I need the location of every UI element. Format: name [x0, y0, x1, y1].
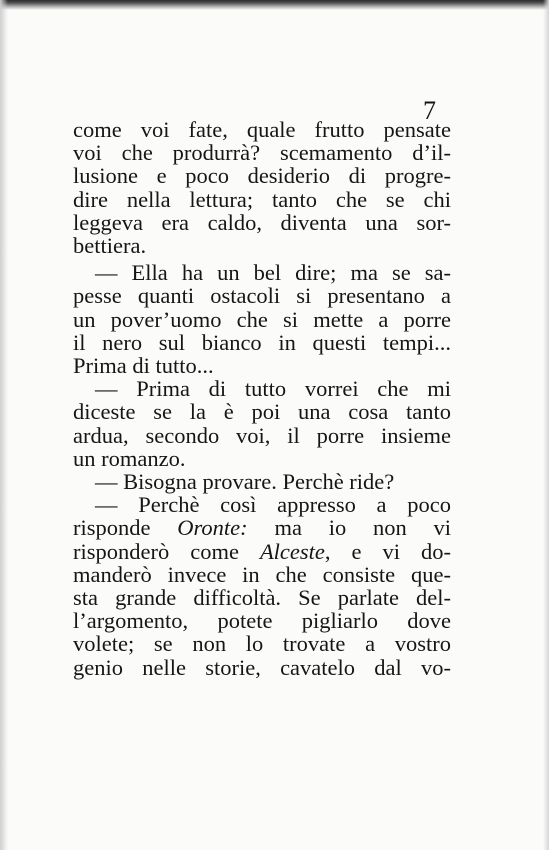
text-line: volete; se non lo trovate a vostro — [73, 631, 451, 657]
text-line: ardua, secondo voi, il porre insieme — [73, 422, 451, 448]
text-fragment: risponderò come — [73, 538, 260, 564]
text-line: Prima di tutto... — [73, 353, 214, 379]
page-left-shadow — [0, 0, 8, 850]
text-fragment: ma io non vi — [247, 515, 451, 541]
page-top-shadow — [0, 0, 549, 10]
text-fragment: risponde — [73, 515, 178, 541]
italic-name: Alceste — [259, 538, 325, 564]
text-line: un pover’uomo che si mette a porre — [73, 306, 451, 332]
text-line: dire nella lettura; tanto che se chi — [73, 186, 451, 212]
text-line: l’argomento, potete pigliarlo dove — [73, 608, 451, 634]
text-line: lusione e poco desiderio di progre- — [73, 163, 451, 189]
page-right-shadow — [543, 0, 549, 850]
text-line: un romanzo. — [73, 445, 186, 471]
text-line — [73, 516, 451, 539]
text-line: manderò invece in che consiste que- — [73, 561, 451, 587]
text-line: come voi fate, quale frutto pensate — [73, 117, 451, 142]
text-line — [73, 540, 451, 563]
text-line: — Ella ha un bel dire; ma se sa- — [95, 260, 451, 286]
page-number: 7 — [423, 96, 436, 125]
text-line: genio nelle storie, cavatelo dal vo- — [73, 654, 451, 680]
body-text — [73, 118, 451, 679]
text-line: il nero sul bianco in questi tempi... — [73, 329, 451, 355]
text-line: pesse quanti ostacoli si presentano a — [73, 283, 451, 309]
text-line: — Perchè così appresso a poco — [95, 492, 451, 518]
text-line: bettiera. — [73, 233, 147, 259]
text-line: diceste se la è poi una cosa tanto — [73, 399, 451, 425]
text-line: sta grande difficoltà. Se parlate del- — [73, 585, 451, 611]
text-fragment: , e vi do- — [324, 538, 451, 564]
text-line: leggeva era caldo, diventa una sor- — [73, 209, 451, 235]
text-line: voi che produrrà? scemamento d’il- — [73, 140, 451, 166]
text-line: — Bisogna provare. Perchè ride? — [95, 469, 395, 495]
text-line: — Prima di tutto vorrei che mi — [95, 376, 451, 402]
italic-name: Oronte: — [177, 515, 248, 541]
